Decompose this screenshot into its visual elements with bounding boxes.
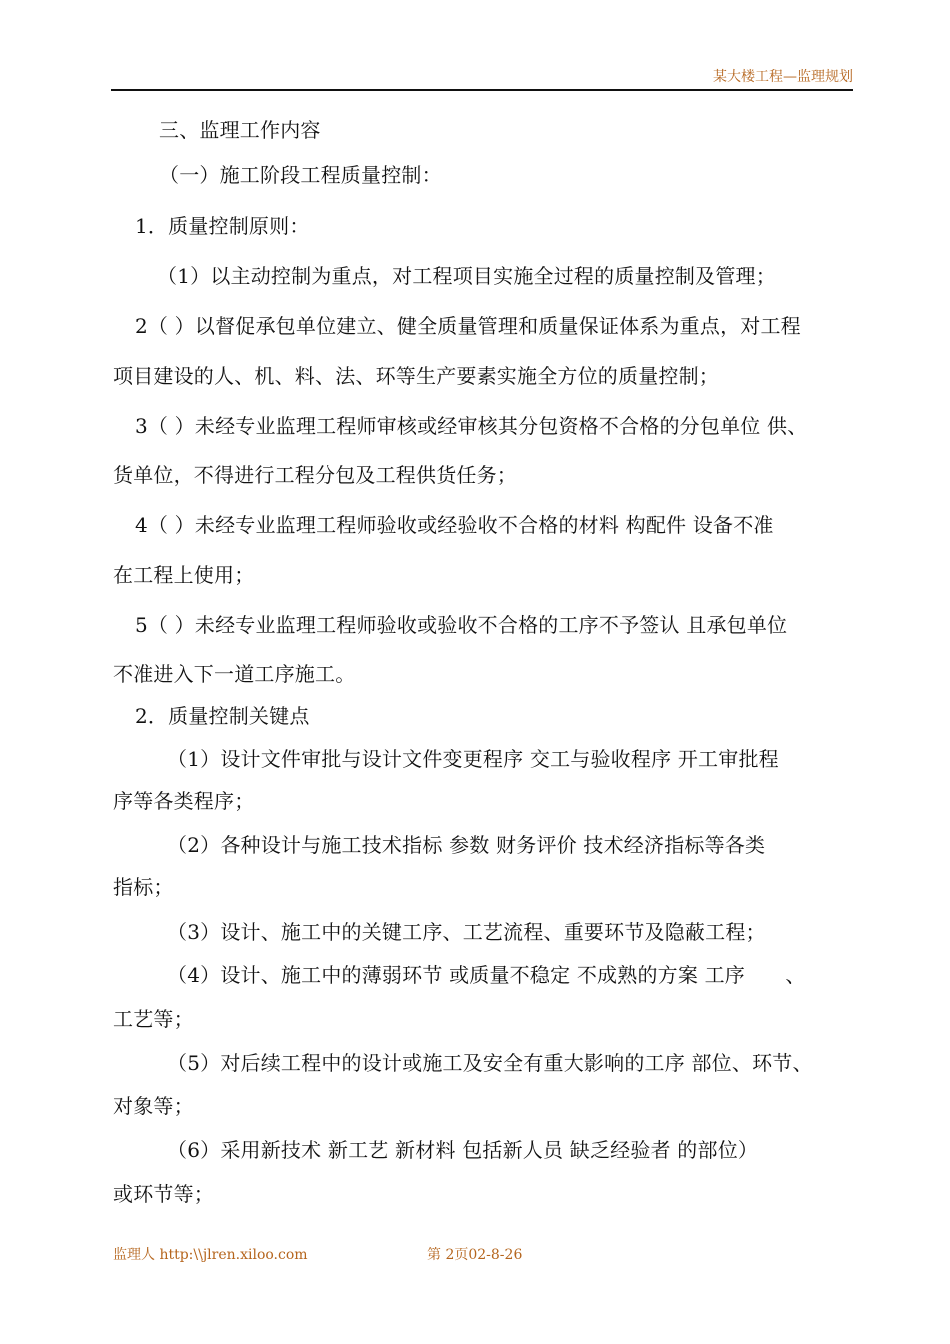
paragraph-line: （1）以主动控制为重点，对工程项目实施全过程的质量控制及管理； [157,264,776,288]
section-heading: 三、监理工作内容 [159,118,321,142]
paragraph-line: （6）采用新技术 新工艺 新材料 包括新人员 缺乏经验者 的部位） [167,1138,759,1162]
paragraph-line: 不准进入下一道工序施工。 [113,662,356,686]
paragraph-line: 指标； [113,875,174,899]
paragraph-line: 对象等； [113,1094,194,1118]
item-heading: 1．质量控制原则： [135,214,310,238]
paragraph-line: （4）设计、施工中的薄弱环节 或质量不稳定 不成熟的方案 工序 、 [167,963,806,987]
paragraph-line: 项目建设的人、机、料、法、环等生产要素实施全方位的质量控制； [113,364,719,388]
paragraph-line: 货单位，不得进行工程分包及工程供货任务； [113,463,517,487]
footer-page-number: 第 2页02-8-26 [427,1247,523,1263]
paragraph-line: 3（ ）未经专业监理工程师审核或经审核其分包资格不合格的分包单位 供、 [135,414,808,438]
paragraph-line: 在工程上使用； [113,563,255,587]
paragraph-line: 2（ ）以督促承包单位建立、健全质量管理和质量保证体系为重点，对工程 [135,314,801,338]
paragraph-line: （2）各种设计与施工技术指标 参数 财务评价 技术经济指标等各类 [167,833,766,857]
paragraph-line: （1）设计文件审批与设计文件变更程序 交工与验收程序 开工审批程 [167,747,779,771]
header-title: 某大楼工程—监理规划 [713,69,853,85]
paragraph-line: 序等各类程序； [113,789,255,813]
paragraph-line: 4（ ）未经专业监理工程师验收或经验收不合格的材料 构配件 设备不准 [135,513,774,537]
paragraph-line: 工艺等； [113,1007,194,1031]
footer-source: 监理人 http:\\jlren.xiloo.com [113,1247,308,1263]
paragraph-line: （3）设计、施工中的关键工序、工艺流程、重要环节及隐蔽工程； [167,920,766,944]
item-heading: 2．质量控制关键点 [135,704,310,728]
paragraph-line: 5（ ）未经专业监理工程师验收或验收不合格的工序不予签认 且承包单位 [135,613,788,637]
paragraph-line: 或环节等； [113,1182,214,1206]
subsection-heading: （一）施工阶段工程质量控制： [159,163,442,187]
paragraph-line: （5）对后续工程中的设计或施工及安全有重大影响的工序 部位、环节、 [167,1051,813,1075]
